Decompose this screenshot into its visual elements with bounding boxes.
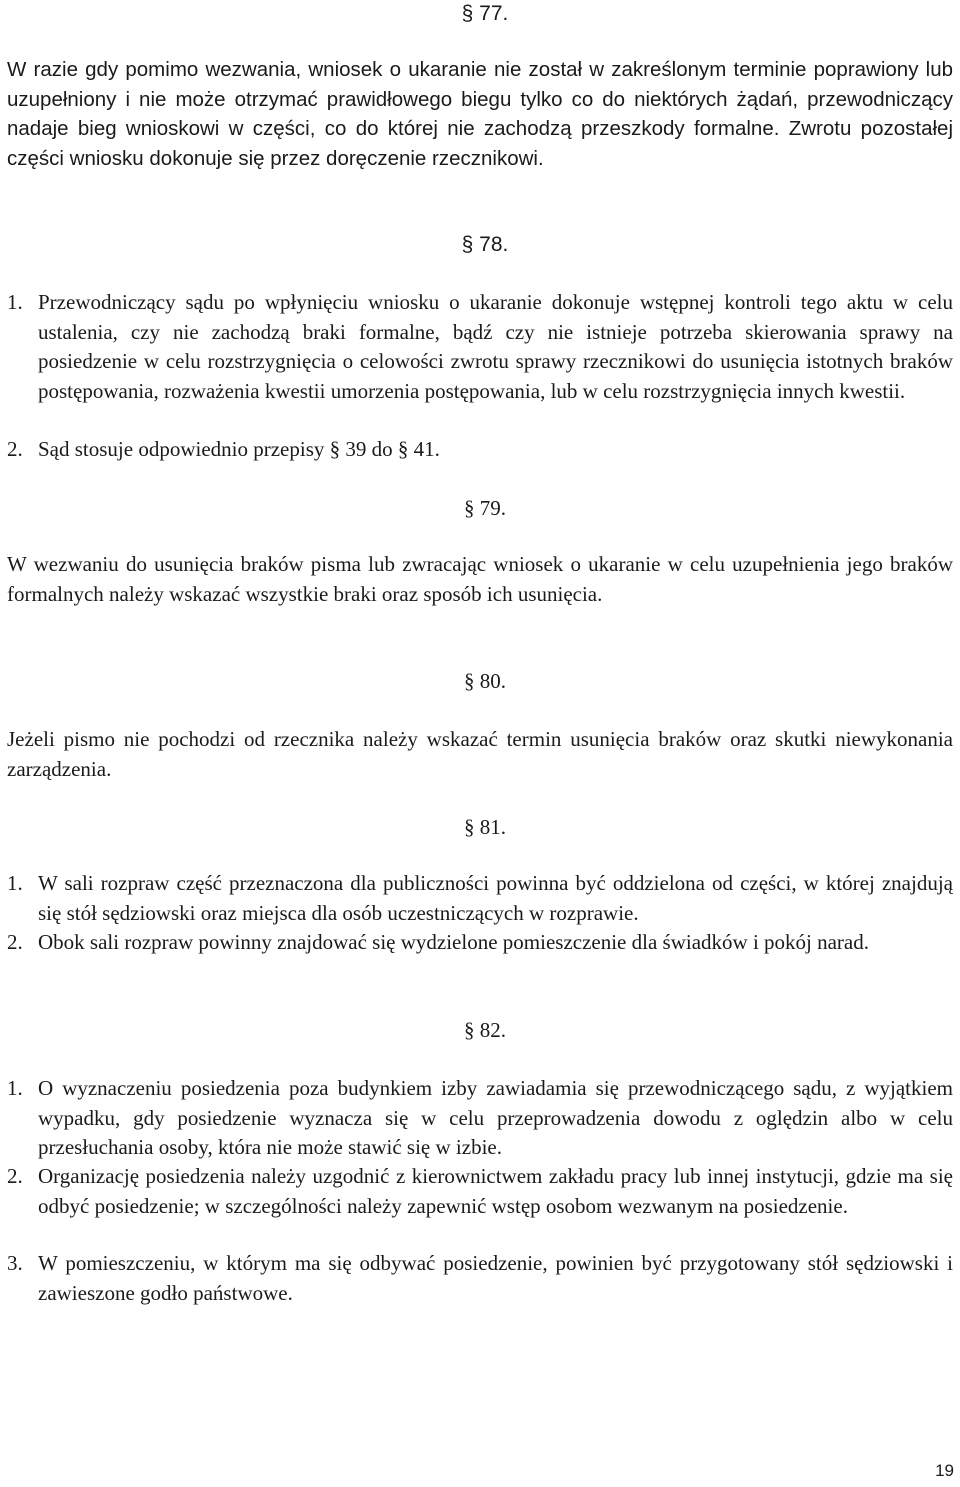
item-number: 1. — [7, 290, 23, 314]
section-79-text: W wezwaniu do usunięcia braków pisma lub zwracając wniosek o ukaranie w celu uzupełnienia jego braków formalnych należy wskazać wszystkie braki oraz sposób ich usunięcia. — [7, 552, 953, 606]
section-heading-78: § 78. — [461, 233, 509, 256]
item-number: 1. — [7, 1076, 23, 1100]
item-number: 2. — [7, 930, 23, 954]
item-number: 2. — [7, 1164, 23, 1188]
item-text: Sąd stosuje odpowiednio przepisy § 39 do § 41. — [38, 437, 440, 461]
section-heading-80: § 80. — [464, 669, 506, 693]
section-heading-81: § 81. — [464, 815, 506, 839]
item-text: O wyznaczeniu posiedzenia poza budynkiem izby zawiadamia się przewodniczącego sądu, z wyjątkiem wypadku, gdy posiedzenie wyznacza się w celu przeprowadzenia dowodu z oględzin albo w celu przesłuchania osoby, która nie może stawić się w izbie. — [38, 1076, 953, 1159]
section-81-item-2 — [7, 928, 953, 958]
item-number: 1. — [7, 871, 23, 895]
section-heading-79: § 79. — [464, 496, 506, 520]
item-text: Organizację posiedzenia należy uzgodnić z kierownictwem zakładu pracy lub innej instytucji, gdzie ma się odbyć posiedzenie; w szczególności należy zapewnić wstęp osobom wezwanym na posiedzenie. — [38, 1164, 953, 1218]
item-text: W pomieszczeniu, w którym ma się odbywać posiedzenie, powinien być przygotowany stół sędziowski i zawieszone godło państwowe. — [38, 1251, 953, 1305]
item-text: Obok sali rozpraw powinny znajdować się wydzielone pomieszczenie dla świadków i pokój narad. — [38, 930, 869, 954]
page-number: 19 — [935, 1461, 954, 1480]
item-number: 3. — [7, 1251, 23, 1275]
section-78-item-1 — [7, 288, 953, 406]
section-82-item-3 — [7, 1249, 953, 1308]
section-82-item-2 — [7, 1162, 953, 1221]
section-78-item-2 — [7, 435, 953, 465]
item-text: Przewodniczący sądu po wpłynięciu wniosku o ukaranie dokonuje wstępnej kontroli tego aktu w celu ustalenia, czy nie zachodzą braki formalne, bądź czy nie istnieje potrzeba skierowania sprawy na posiedzenie w celu rozstrzygnięcia o celowości zwrotu sprawy rzecznikowi do usunięcia istotnych braków postępowania, rozważenia kwestii umorzenia postępowania, lub w celu rozstrzygnięcia innych kwestii. — [38, 290, 953, 403]
section-81-item-1 — [7, 869, 953, 928]
section-80-text: Jeżeli pismo nie pochodzi od rzecznika należy wskazać termin usunięcia braków oraz skutki niewykonania zarządzenia. — [7, 727, 953, 781]
section-82-item-1 — [7, 1074, 953, 1163]
section-heading-82: § 82. — [464, 1018, 506, 1042]
item-number: 2. — [7, 437, 23, 461]
section-77-text: W razie gdy pomimo wezwania, wniosek o ukaranie nie został w zakreślonym terminie poprawiony lub uzupełniony i nie może otrzymać prawidłowego biegu tylko co do niektórych żądań, przewodniczący nadaje bieg wnioskowi w części, co do której nie zachodzą przeszkody formalne. Zwrotu pozostałej części wniosku dokonuje się przez doręczenie rzecznikowi. — [7, 58, 953, 170]
section-heading-77: § 77. — [461, 2, 509, 25]
item-text: W sali rozpraw część przeznaczona dla publiczności powinna być oddzielona od części, w której znajdują się stół sędziowski oraz miejsca dla osób uczestniczących w rozprawie. — [38, 871, 953, 925]
